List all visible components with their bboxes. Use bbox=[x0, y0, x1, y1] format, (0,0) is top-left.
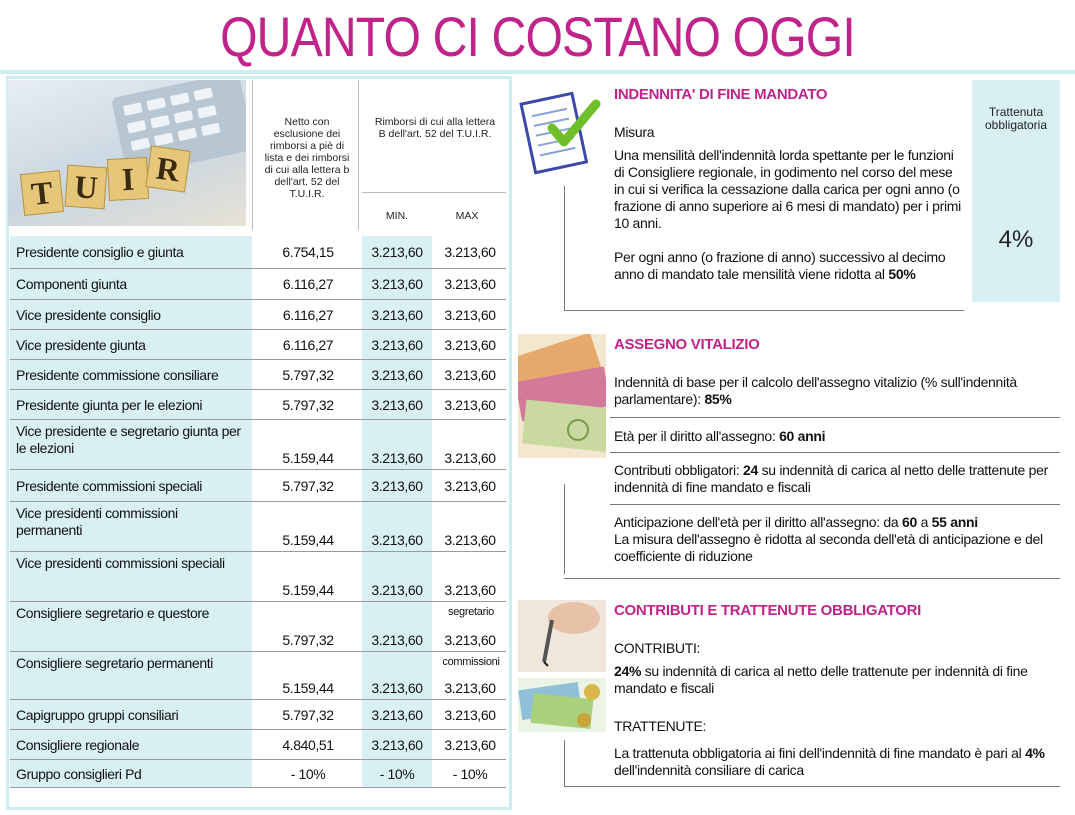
table-row bbox=[10, 502, 506, 552]
block-letter: U bbox=[65, 165, 108, 210]
cell-max: - 10% bbox=[452, 766, 488, 782]
cell-max: 3.213,60 bbox=[444, 450, 496, 466]
cell-netto: 6.754,15 bbox=[282, 244, 334, 260]
banknotes-image bbox=[518, 334, 606, 458]
coins-image bbox=[518, 678, 606, 732]
indennita-title: INDENNITA' DI FINE MANDATO bbox=[614, 86, 828, 103]
table-row bbox=[10, 420, 506, 470]
table-row bbox=[10, 360, 506, 390]
contributi-label: CONTRIBUTI: bbox=[614, 640, 701, 656]
misura-label: Misura bbox=[614, 124, 655, 140]
cell-min: 3.213,60 bbox=[371, 582, 423, 598]
cell-min: 3.213,60 bbox=[371, 276, 423, 292]
table-row bbox=[10, 470, 506, 502]
row-name: Vice presidenti commissioni permanenti bbox=[16, 505, 178, 538]
header-divider bbox=[358, 80, 359, 230]
divider bbox=[564, 186, 565, 310]
cell-max: 3.213,60 bbox=[444, 478, 496, 494]
header-rule bbox=[362, 192, 506, 193]
contributi-text: 24% su indennità di carica al netto delle trattenute per indennità di fine mandato e fiscali bbox=[614, 663, 1028, 696]
divider bbox=[564, 740, 565, 786]
table-row bbox=[10, 730, 506, 760]
cell-min: 3.213,60 bbox=[371, 707, 423, 723]
cell-min: 3.213,60 bbox=[371, 532, 423, 548]
row-name: Presidente giunta per le elezioni bbox=[16, 397, 203, 413]
cell-netto: 4.840,51 bbox=[282, 737, 334, 753]
header-netto: Netto con esclusione dei rimborsi a piè di lista e dei rimborsi di cui alla lettera b dell'art. 52 del T.U.I.R. bbox=[264, 116, 350, 200]
divider bbox=[564, 786, 1060, 787]
cell-max-note: segretario bbox=[448, 606, 494, 618]
row-name: Vice presidente e segretario giunta per le elezioni bbox=[16, 423, 241, 456]
cell-netto: 5.797,32 bbox=[282, 367, 334, 383]
cell-netto: - 10% bbox=[290, 766, 326, 782]
cell-max: 3.213,60 bbox=[444, 244, 496, 260]
header-min: MIN. bbox=[385, 210, 409, 222]
cell-netto: 5.797,32 bbox=[282, 632, 334, 648]
cell-max-note: commissioni bbox=[442, 656, 500, 668]
cell-min: 3.213,60 bbox=[371, 397, 423, 413]
cell-netto: 5.159,44 bbox=[282, 532, 334, 548]
cell-max: 3.213,60 bbox=[444, 707, 496, 723]
divider bbox=[564, 484, 565, 574]
row-name: Presidente consiglio e giunta bbox=[16, 244, 184, 260]
row-name: Consigliere segretario e questore bbox=[16, 605, 210, 621]
checklist-icon bbox=[518, 84, 606, 180]
divider bbox=[610, 504, 1060, 505]
title-bar bbox=[0, 0, 1075, 74]
header-rimborsi: Rimborsi di cui alla lettera B dell'art. 52 del T.U.I.R. bbox=[374, 116, 496, 140]
cell-min: 3.213,60 bbox=[371, 737, 423, 753]
cell-max: 3.213,60 bbox=[444, 737, 496, 753]
cell-min: 3.213,60 bbox=[371, 450, 423, 466]
trattenute-text: La trattenuta obbligatoria ai fini dell'indennità di fine mandato è pari al 4% dell'indennità consiliare di carica bbox=[614, 745, 1045, 778]
cell-max: 3.213,60 bbox=[444, 680, 496, 696]
cell-netto: 5.797,32 bbox=[282, 478, 334, 494]
header-max: MAX bbox=[455, 210, 479, 222]
cell-min: 3.213,60 bbox=[371, 478, 423, 494]
row-name: Componenti giunta bbox=[16, 276, 127, 292]
cell-min: 3.213,60 bbox=[371, 367, 423, 383]
trattenuta-label: Trattenuta obbligatoria bbox=[984, 105, 1048, 132]
row-name: Presidente commissione consiliare bbox=[16, 367, 219, 383]
tuir-image bbox=[8, 80, 246, 226]
divider bbox=[610, 417, 1060, 418]
divider bbox=[610, 452, 1060, 453]
cell-netto: 5.159,44 bbox=[282, 450, 334, 466]
pen-hand-image bbox=[518, 600, 606, 672]
table-row bbox=[10, 330, 506, 360]
vitalizio-item-1: Indennità di base per il calcolo dell'assegno vitalizio (% sull'indennità parlamentare): 85% bbox=[614, 374, 1017, 407]
cell-min: 3.213,60 bbox=[371, 337, 423, 353]
table-row bbox=[10, 700, 506, 730]
cell-max: 3.213,60 bbox=[444, 367, 496, 383]
table-row bbox=[10, 760, 506, 788]
table-row bbox=[10, 390, 506, 420]
cell-min: 3.213,60 bbox=[371, 244, 423, 260]
block-letter: I bbox=[107, 157, 149, 201]
row-name: Gruppo consiglieri Pd bbox=[16, 766, 142, 782]
table-row bbox=[10, 652, 506, 700]
indennita-text-2: Per ogni anno (o frazione di anno) successivo al decimo anno di mandato tale mensilità viene ridotta al 50% bbox=[614, 249, 946, 282]
vitalizio-title: ASSEGNO VITALIZIO bbox=[614, 336, 760, 353]
cell-max: 3.213,60 bbox=[444, 532, 496, 548]
row-name: Consigliere regionale bbox=[16, 737, 140, 753]
contributi-title: CONTRIBUTI E TRATTENUTE OBBLIGATORI bbox=[614, 602, 921, 619]
table-row bbox=[10, 552, 506, 602]
cell-netto: 5.797,32 bbox=[282, 707, 334, 723]
vitalizio-item-2: Età per il diritto all'assegno: 60 anni bbox=[614, 428, 826, 444]
cell-min: 3.213,60 bbox=[371, 307, 423, 323]
row-name: Presidente commissioni speciali bbox=[16, 478, 203, 494]
vitalizio-item-4: Anticipazione dell'età per il diritto all'assegno: da 60 a 55 anni La misura dell'assegno è ridotta al seconda dell'età di anticipazione e del coefficiente di riduzione bbox=[614, 514, 1043, 564]
cell-min: - 10% bbox=[379, 766, 415, 782]
cell-max: 3.213,60 bbox=[444, 276, 496, 292]
trattenuta-value: 4% bbox=[998, 226, 1034, 253]
row-name: Consigliere segretario permanenti bbox=[16, 655, 213, 671]
row-name: Capigruppo gruppi consiliari bbox=[16, 707, 179, 723]
block-letter: R bbox=[145, 145, 190, 192]
row-name: Vice presidente giunta bbox=[16, 337, 146, 353]
cell-netto: 6.116,27 bbox=[282, 307, 334, 323]
cell-max: 3.213,60 bbox=[444, 632, 496, 648]
cell-max: 3.213,60 bbox=[444, 582, 496, 598]
cell-netto: 5.797,32 bbox=[282, 397, 334, 413]
cell-netto: 5.159,44 bbox=[282, 582, 334, 598]
vitalizio-item-3: Contributi obbligatori: 24 su indennità di carica al netto delle trattenute per indennità di fine mandato e fiscali bbox=[614, 462, 1048, 495]
cell-netto: 6.116,27 bbox=[282, 337, 334, 353]
divider bbox=[564, 578, 1060, 579]
divider bbox=[564, 310, 964, 311]
row-name: Vice presidenti commissioni speciali bbox=[16, 555, 225, 571]
indennita-text: Una mensilità dell'indennità lorda spettante per le funzioni di Consigliere regionale, in godimento nel corso del mese in cui si verifica la cessazione dalla carica per ogni anno (o frazione di anno superiore ai 6 mesi di mandato) per i primi 10 anni. bbox=[614, 147, 961, 231]
header-divider bbox=[252, 80, 253, 230]
table-row bbox=[10, 300, 506, 330]
cell-min: 3.213,60 bbox=[371, 632, 423, 648]
cell-max: 3.213,60 bbox=[444, 397, 496, 413]
row-name: Vice presidente consiglio bbox=[16, 307, 161, 323]
cell-max: 3.213,60 bbox=[444, 307, 496, 323]
cell-netto: 5.159,44 bbox=[282, 680, 334, 696]
table-row bbox=[10, 602, 506, 652]
table-row bbox=[10, 236, 506, 269]
page-title: QUANTO CI COSTANO OGGI bbox=[220, 5, 855, 68]
block-letter: T bbox=[20, 170, 64, 216]
table-row bbox=[10, 269, 506, 300]
cell-min: 3.213,60 bbox=[371, 680, 423, 696]
cell-max: 3.213,60 bbox=[444, 337, 496, 353]
cell-netto: 6.116,27 bbox=[282, 276, 334, 292]
trattenute-label: TRATTENUTE: bbox=[614, 718, 707, 734]
